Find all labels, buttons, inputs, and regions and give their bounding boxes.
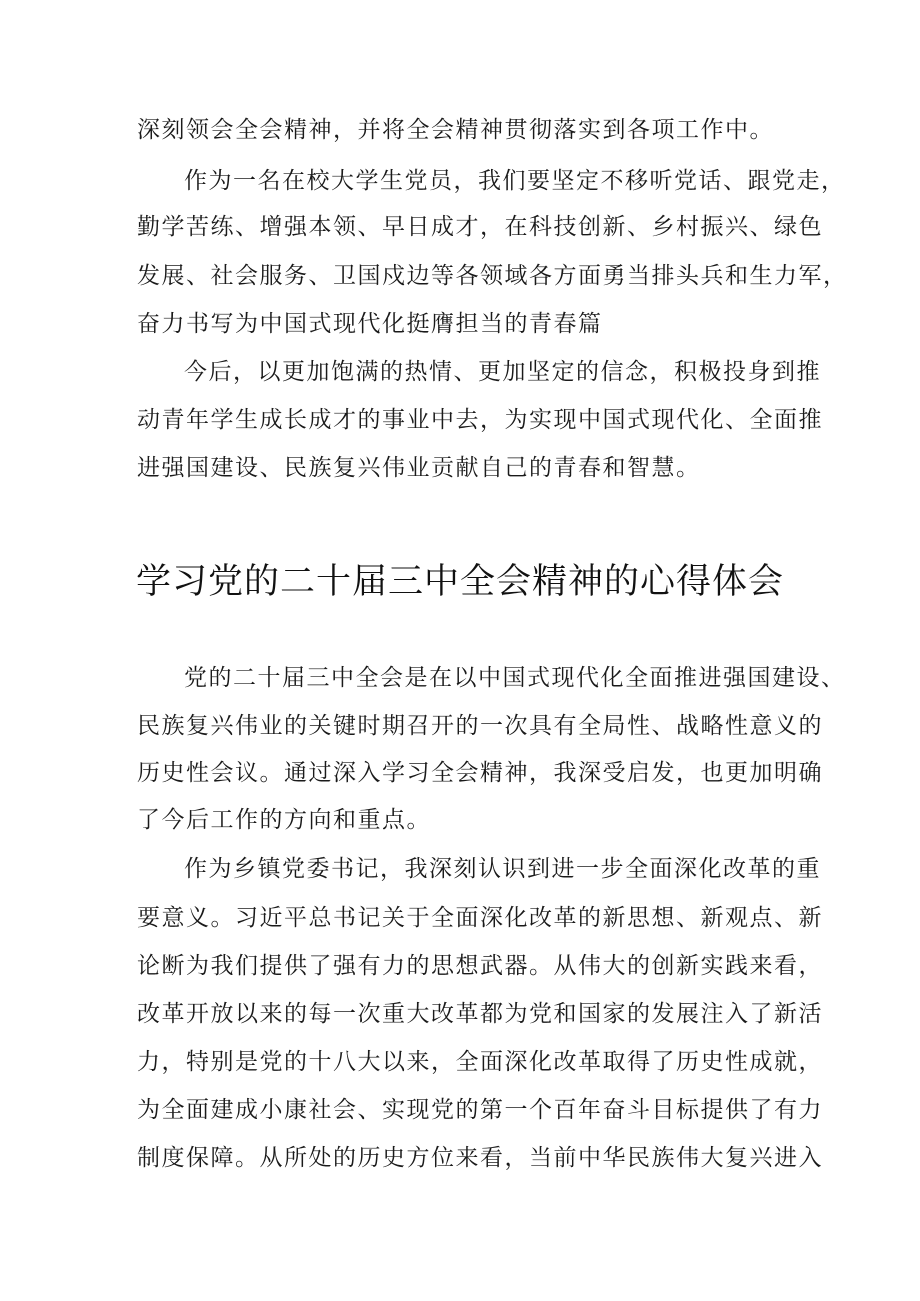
text-line: 勤学苦练、增强本领、早日成才，在科技创新、乡村振兴、绿色 xyxy=(137,214,823,240)
text-line: 今后，以更加饱满的热情、更加坚定的信念，积极投身到推 xyxy=(184,359,821,385)
text-line: 作为乡镇党委书记，我深刻认识到进一步全面深化改革的重 xyxy=(184,856,821,882)
text-line: 改革开放以来的每一次重大改革都为党和国家的发展注入了新活 xyxy=(137,1001,823,1027)
text-line: 动青年学生成长成才的事业中去，为实现中国式现代化、全面推 xyxy=(137,407,823,433)
text-line: 制度保障。从所处的历史方位来看，当前中华民族伟大复兴进入 xyxy=(137,1145,823,1171)
article-title: 学习党的二十届三中全会精神的心得体会 xyxy=(135,562,784,602)
text-line: 力，特别是党的十八大以来，全面深化改革取得了历史性成就， xyxy=(137,1049,823,1075)
text-line: 作为一名在校大学生党员，我们要坚定不移听党话、跟党走， xyxy=(184,168,846,194)
text-line: 要意义。习近平总书记关于全面深化改革的新思想、新观点、新 xyxy=(137,905,823,931)
text-line: 发展、社会服务、卫国戍边等各领域各方面勇当排头兵和生力军， xyxy=(137,263,848,289)
text-line: 深刻领会全会精神，并将全会精神贯彻落实到各项工作中。 xyxy=(137,117,774,143)
text-line: 进强国建设、民族复兴伟业贡献自己的青春和智慧。 xyxy=(137,455,701,481)
text-line: 民族复兴伟业的关键时期召开的一次具有全局性、战略性意义的 xyxy=(137,713,823,739)
text-line: 党的二十届三中全会是在以中国式现代化全面推进强国建设、 xyxy=(184,665,846,691)
text-line: 了今后工作的方向和重点。 xyxy=(137,807,431,833)
text-line: 为全面建成小康社会、实现党的第一个百年奋斗目标提供了有力 xyxy=(137,1097,823,1123)
text-line: 历史性会议。通过深入学习全会精神，我深受启发，也更加明确 xyxy=(137,760,823,786)
text-line: 论断为我们提供了强有力的思想武器。从伟大的创新实践来看， xyxy=(137,953,823,979)
text-line: 奋力书写为中国式现代化挺膺担当的青春篇 xyxy=(137,311,603,337)
